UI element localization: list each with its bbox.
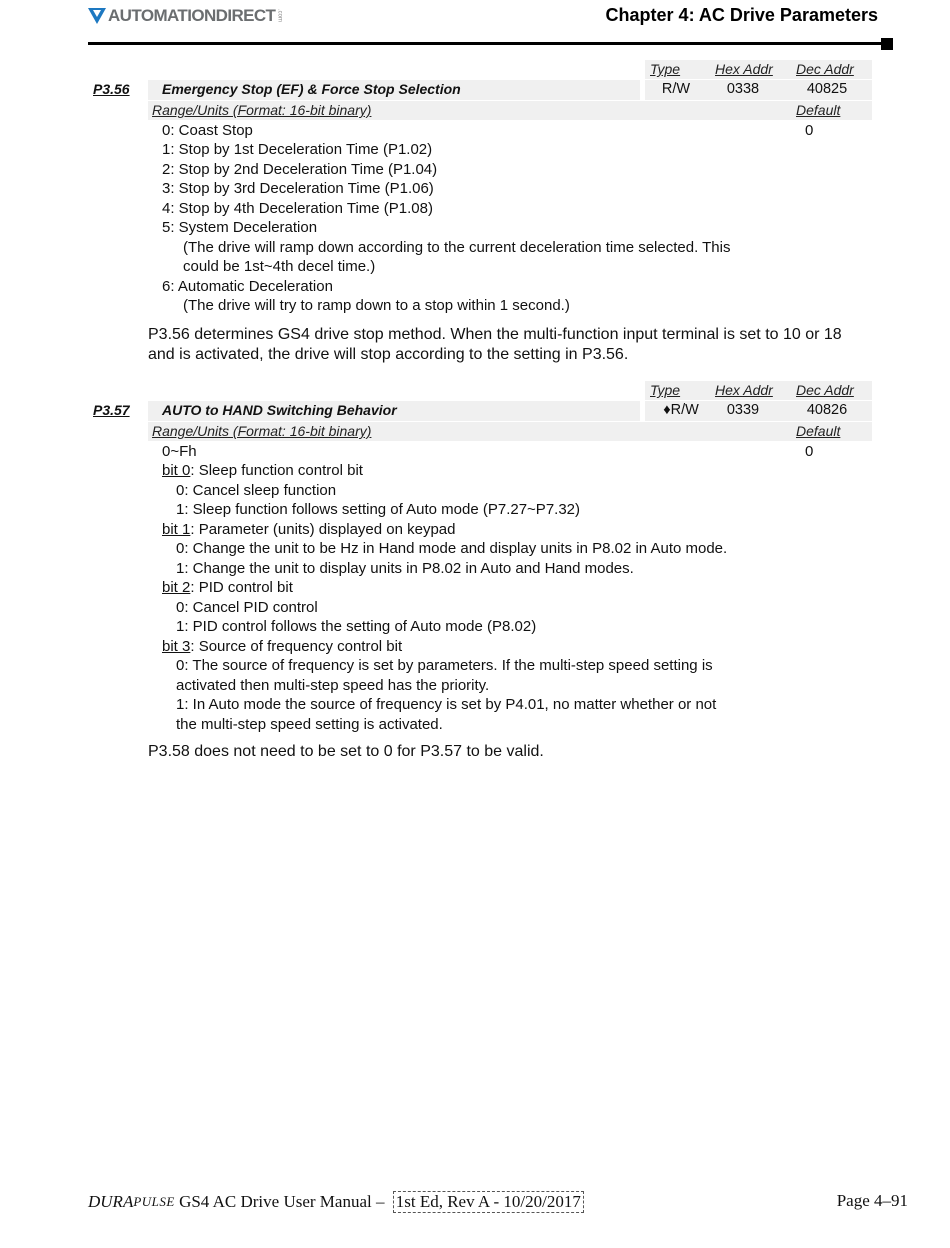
bit-label: bit 2	[162, 579, 191, 596]
logo-check-icon	[88, 7, 106, 25]
p357-bit-option: 1: In Auto mode the source of frequency is set by P4.01, no matter whether or not	[176, 696, 717, 713]
p357-description: P3.58 does not need to be set to 0 for P3.57 to be valid.	[148, 743, 544, 760]
footer-edition: 1st Ed, Rev A - 10/20/2017	[393, 1191, 584, 1213]
p357-bit-heading	[162, 521, 456, 538]
footer-brand-a: DURA	[88, 1192, 134, 1211]
p356-range-label: Range/Units (Format: 16-bit binary)	[152, 102, 372, 118]
logo-text: AUTOMATIONDIRECT	[108, 6, 276, 25]
automationdirect-logo	[88, 5, 282, 27]
p357-bit-heading	[162, 579, 293, 596]
p357-title: AUTO to HAND Switching Behavior	[162, 402, 397, 418]
p356-description: P3.56 determines GS4 drive stop method. When the multi-function input terminal is set to 10 or 18	[148, 326, 842, 343]
p356-dec-addr: 40825	[806, 81, 848, 97]
chapter-title: Chapter 4: AC Drive Parameters	[605, 5, 878, 25]
p356-option-note: (The drive will ramp down according to the current deceleration time selected. This	[183, 239, 731, 256]
p357-hex-addr: 0339	[726, 402, 760, 418]
bit-desc: : Sleep function control bit	[190, 462, 363, 479]
bit-label: bit 0	[162, 462, 191, 479]
p357-bit-option: 1: Change the unit to display units in P8.02 in Auto and Hand modes.	[176, 560, 634, 577]
header-rule	[88, 42, 881, 45]
p357-default-label: Default	[796, 423, 841, 439]
p356-type: R/W	[661, 81, 691, 97]
p356-colhead-hex: Hex Addr	[715, 61, 773, 77]
p357-dec-addr: 40826	[806, 402, 848, 418]
p357-bit-option: activated then multi-step speed has the priority.	[176, 677, 490, 694]
p356-option-note: (The drive will try to ramp down to a stop within 1 second.)	[183, 297, 570, 314]
p357-type: ♦R/W	[663, 402, 699, 418]
p357-range-value: 0~Fh	[162, 443, 197, 460]
p357-bit-option: 0: Cancel sleep function	[176, 482, 337, 499]
bit-desc: : Parameter (units) displayed on keypad	[190, 521, 456, 538]
footer-manual-title	[88, 1191, 584, 1213]
page-number: Page 4–91	[836, 1191, 908, 1210]
bit-label: bit 1	[162, 521, 191, 538]
p357-bit-option: 0: Change the unit to be Hz in Hand mode and display units in P8.02 in Auto mode.	[176, 540, 728, 557]
p357-default-value: 0	[805, 443, 814, 460]
p356-option: 2: Stop by 2nd Deceleration Time (P1.04)	[162, 161, 438, 178]
p356-colhead-type: Type	[650, 61, 681, 77]
p356-option: 5: System Deceleration	[162, 219, 318, 236]
p356-option-note: could be 1st~4th decel time.)	[183, 258, 376, 275]
logo-suffix: .com	[276, 9, 283, 23]
p356-option: 6: Automatic Deceleration	[162, 278, 333, 295]
p357-bit-option: 1: Sleep function follows setting of Auto mode (P7.27~P7.32)	[176, 501, 581, 518]
p357-bit-heading	[162, 638, 402, 655]
p357-bit-option: 0: The source of frequency is set by parameters. If the multi-step speed setting is	[176, 657, 713, 674]
bit-label: bit 3	[162, 638, 191, 655]
p356-option: 0: Coast Stop	[162, 122, 253, 139]
footer-brand-b: PULSE	[133, 1194, 175, 1209]
p356-option: 4: Stop by 4th Deceleration Time (P1.08)	[162, 200, 433, 217]
p356-default-value: 0	[805, 122, 814, 139]
p356-description: and is activated, the drive will stop according to the setting in P3.56.	[148, 346, 629, 363]
p357-bit-heading	[162, 462, 363, 479]
bit-desc: : PID control bit	[190, 579, 293, 596]
p357-colhead-type: Type	[650, 382, 681, 398]
p356-title: Emergency Stop (EF) & Force Stop Selection	[162, 81, 461, 97]
header-rule-square	[881, 38, 893, 50]
p356-option: 1: Stop by 1st Deceleration Time (P1.02)	[162, 141, 433, 158]
p356-param-id: P3.56	[93, 81, 130, 97]
p356-default-label: Default	[796, 102, 841, 118]
footer-manual: GS4 AC Drive User Manual –	[174, 1192, 389, 1211]
p357-colhead-hex: Hex Addr	[715, 382, 773, 398]
p357-param-id: P3.57	[93, 402, 130, 418]
p356-colhead-dec: Dec Addr	[796, 61, 854, 77]
p356-option: 3: Stop by 3rd Deceleration Time (P1.06)	[162, 180, 434, 197]
p357-colhead-dec: Dec Addr	[796, 382, 854, 398]
p357-bit-option: 0: Cancel PID control	[176, 599, 318, 616]
p357-bit-option: the multi-step speed setting is activated.	[176, 716, 443, 733]
p356-hex-addr: 0338	[726, 81, 760, 97]
p357-bit-option: 1: PID control follows the setting of Auto mode (P8.02)	[176, 618, 537, 635]
p357-range-label: Range/Units (Format: 16-bit binary)	[152, 423, 372, 439]
bit-desc: : Source of frequency control bit	[190, 638, 403, 655]
